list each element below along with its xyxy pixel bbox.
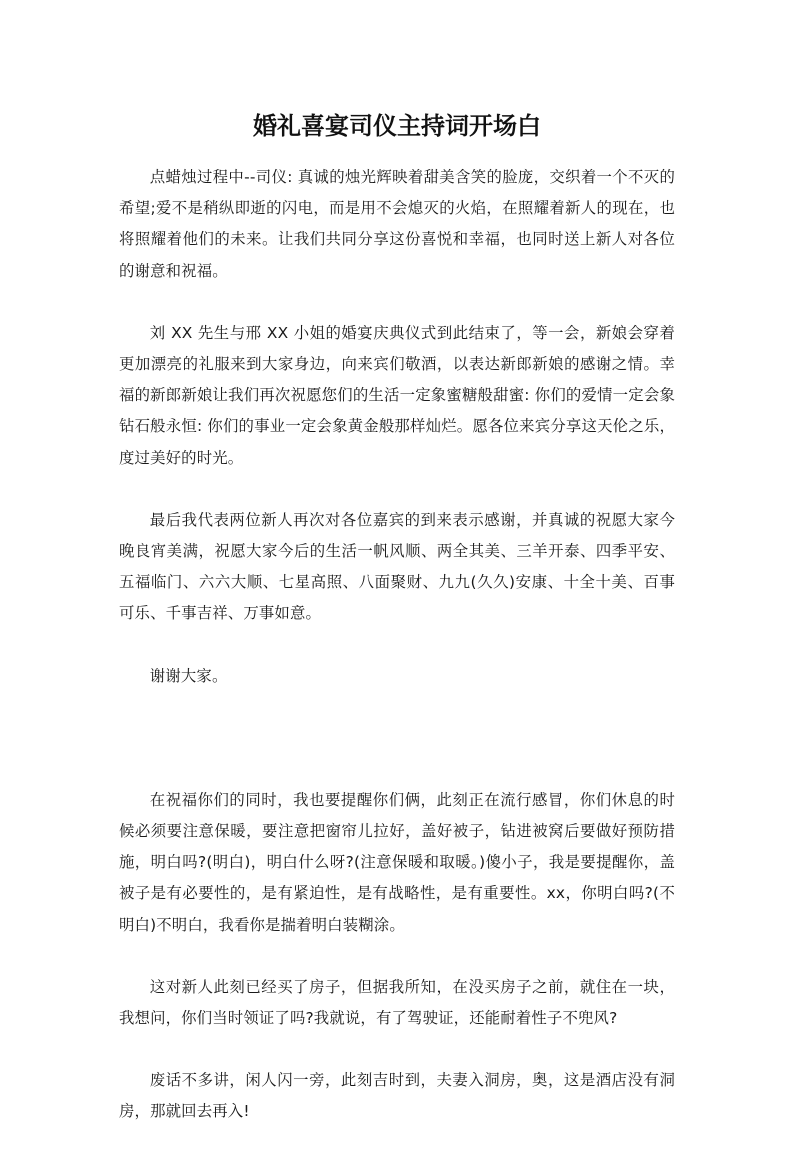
paragraph-closing: 废话不多讲，闲人闪一旁，此刻吉时到，夫妻入洞房，奥，这是酒店没有洞房，那就回去再入!: [119, 1071, 675, 1121]
document-title: 婚礼喜宴司仪主持词开场白: [253, 112, 541, 140]
paragraph-thanks-wishes: 最后我代表两位新人再次对各位嘉宾的到来表示感谢，并真诚的祝愿大家今晚良宵美满，祝愿大家今后的生活一帆风顺、两全其美、三羊开泰、四季平安、五福临门、六六大顺、七星高照、八面聚财、九九(久久)安康、十全十美、百事可乐、千事吉祥、万事如意。: [119, 510, 675, 623]
paragraph-candle-lighting: 点蜡烛过程中--司仪: 真诚的烛光辉映着甜美含笑的脸庞，交织着一个不灭的希望;爱不是稍纵即逝的闪电，而是用不会熄灭的火焰，在照耀着新人的现在，也将照耀着他们的未来。让我们共同分享这份喜悦和幸福，也同时送上新人对各位的谢意和祝福。: [119, 168, 675, 280]
paragraph-ceremony-end: 刘 XX 先生与邢 XX 小姐的婚宴庆典仪式到此结束了，等一会，新娘会穿着更加漂亮的礼服来到大家身边，向来宾们敬酒，以表达新郎新娘的感谢之情。幸福的新郎新娘让我们再次祝愿您们的生活一定象蜜糖般甜蜜: 你们的爱情一定会象钻石般永恒: 你们的事业一定会象黄金般那样灿烂。愿各位来宾分享这天伦之乐，度过美好的时光。: [119, 323, 675, 467]
paragraph-thank-you: 谢谢大家。: [149, 666, 228, 685]
document-page: [119, 106, 675, 1159]
paragraph-house: 这对新人此刻已经买了房子，但据我所知，在没买房子之前，就住在一块，我想问，你们当时领证了吗?我就说，有了驾驶证，还能耐着性子不兜风?: [119, 977, 675, 1028]
paragraph-reminder: 在祝福你们的同时，我也要提醒你们俩，此刻正在流行感冒，你们休息的时候必须要注意保暖，要注意把窗帘儿拉好，盖好被子，钻进被窝后要做好预防措施，明白吗?(明白)，明白什么呀?(注意保暖和取暖。)傻小子，我是要提醒你，盖被子是有必要性的，是有紧迫性，是有战略性，是有重要性。xx，你明白吗?(不明白)不明白，我看你是揣着明白装糊涂。: [119, 790, 675, 934]
blank-spacer: [119, 723, 675, 785]
